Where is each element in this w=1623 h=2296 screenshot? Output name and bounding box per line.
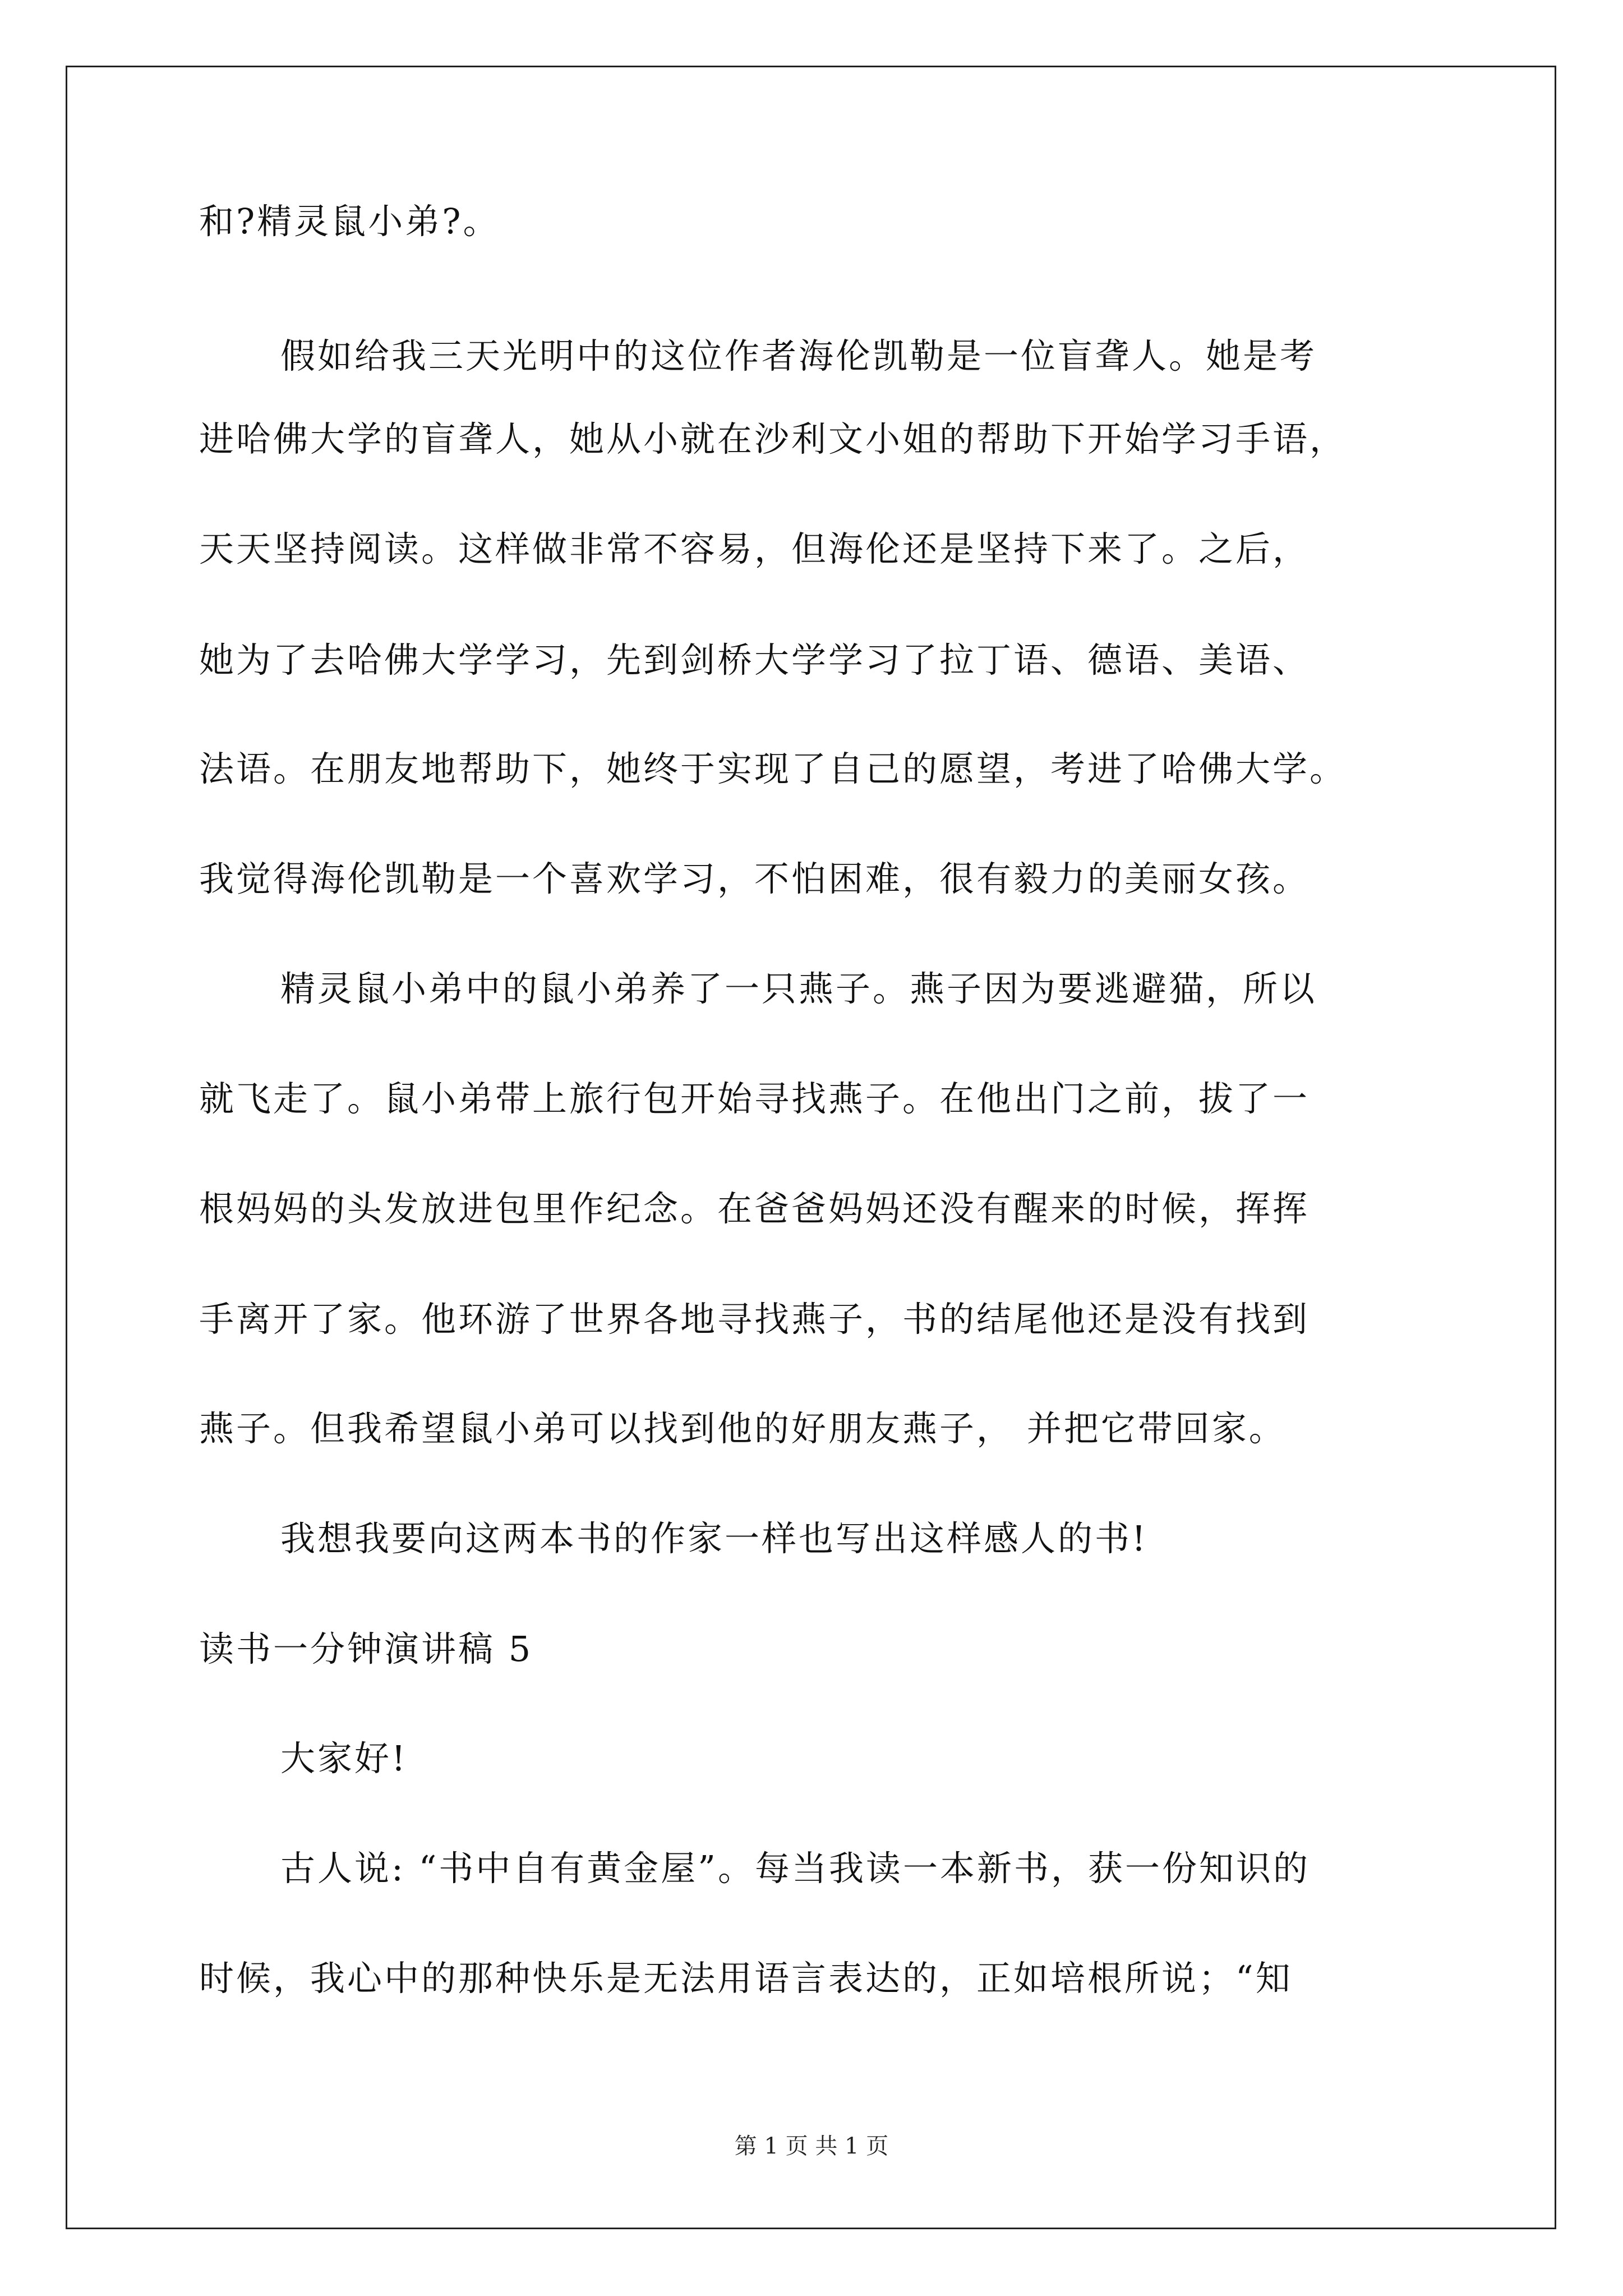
text-line: 我觉得海伦凯勒是一个喜欢学习，不怕困难，很有毅力的美丽女孩。 xyxy=(199,858,1310,899)
paragraph-first-line: 假如给我三天光明中的这位作者海伦凯勒是一位盲聋人。她是考 xyxy=(280,335,1317,376)
text-line: 进哈佛大学的盲聋人，她从小就在沙利文小姐的帮助下开始学习手语， xyxy=(199,418,1347,459)
text-line: 燕子。但我希望鼠小弟可以找到他的好朋友燕子， 并把它带回家。 xyxy=(199,1408,1286,1449)
text-line: 她为了去哈佛大学学习，先到剑桥大学学习了拉丁语、德语、美语、 xyxy=(199,639,1310,680)
text-line: 就飞走了。鼠小弟带上旅行包开始寻找燕子。在他出门之前，拔了一 xyxy=(199,1078,1310,1119)
section-title: 读书一分钟演讲稿 5 xyxy=(199,1628,533,1669)
paragraph-first-line: 我想我要向这两本书的作家一样也写出这样感人的书! xyxy=(280,1518,1148,1559)
paragraph-first-line: 精灵鼠小弟中的鼠小弟养了一只燕子。燕子因为要逃避猫，所以 xyxy=(280,968,1317,1009)
text-line: 时候，我心中的那种快乐是无法用语言表达的，正如培根所说；“知 xyxy=(199,1958,1293,1999)
text-line: 天天坚持阅读。这样做非常不容易，但海伦还是坚持下来了。之后， xyxy=(199,528,1310,569)
text-line: 根妈妈的头发放进包里作纪念。在爸爸妈妈还没有醒来的时候，挥挥 xyxy=(199,1188,1310,1229)
text-line: 法语。在朋友地帮助下，她终于实现了自己的愿望，考进了哈佛大学。 xyxy=(199,748,1347,789)
page-footer: 第 1 页 共 1 页 xyxy=(734,2133,889,2159)
page-frame xyxy=(66,66,1556,2229)
greeting-line: 大家好! xyxy=(280,1738,408,1779)
paragraph-first-line: 古人说: “书中自有黄金屋”。每当我读一本新书，获一份知识的 xyxy=(280,1848,1310,1889)
text-line: 和?精灵鼠小弟?。 xyxy=(199,201,500,242)
text-line: 手离开了家。他环游了世界各地寻找燕子，书的结尾他还是没有找到 xyxy=(199,1299,1310,1340)
